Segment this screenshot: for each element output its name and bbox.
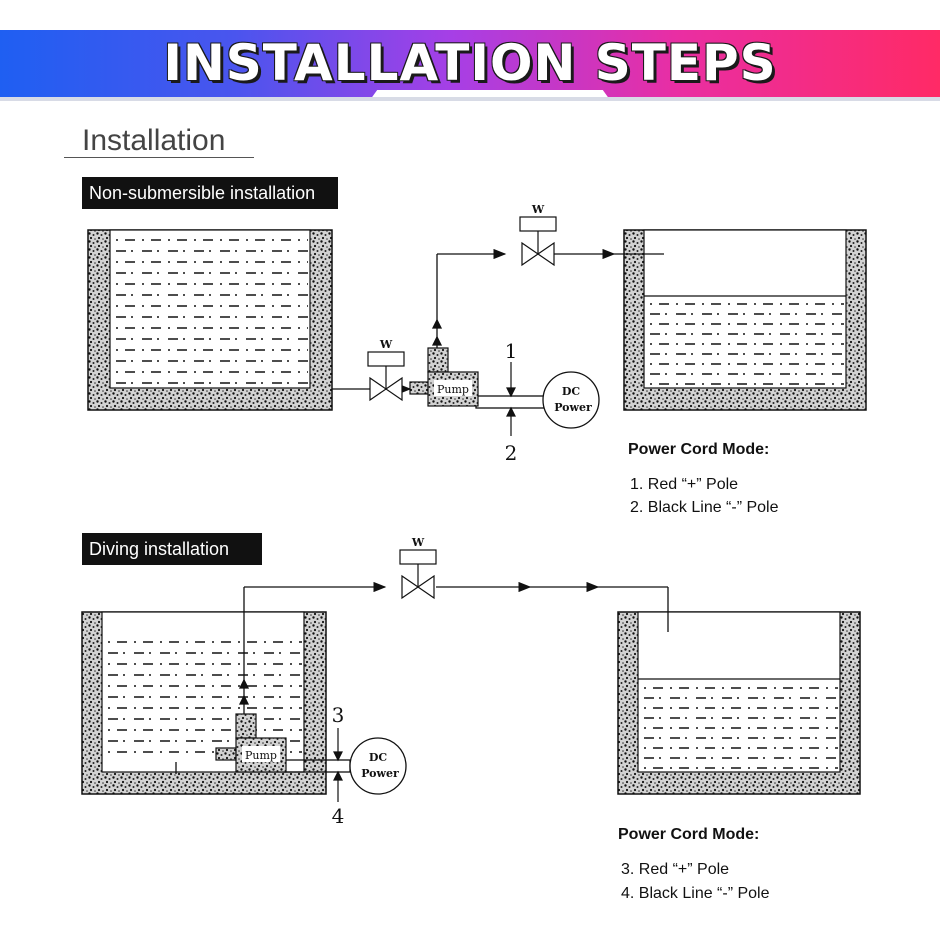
banner-title: INSTALLATION STEPS — [163, 34, 777, 92]
non-submersible-tag: Non-submersible installation — [82, 177, 338, 209]
target-tank-2 — [618, 612, 860, 794]
inlet-valve-1 — [368, 352, 404, 400]
cord-item-4: 4. Black Line “-” Pole — [621, 885, 770, 902]
outlet-valve-2 — [400, 550, 436, 598]
pump-label-1: Pump — [437, 383, 469, 396]
valve-label-1: W — [379, 338, 393, 351]
callout-4: 4 — [331, 804, 345, 828]
pump-1 — [410, 348, 478, 406]
dc-power-1 — [543, 372, 599, 428]
diving-tag: Diving installation — [82, 533, 262, 565]
cord-title-2: Power Cord Mode: — [618, 826, 760, 843]
cord-item-1: 1. Red “+” Pole — [630, 476, 739, 493]
target-tank-1 — [624, 230, 866, 410]
callout-2: 2 — [504, 441, 518, 465]
callout-3: 3 — [331, 703, 345, 727]
dc-label-1: DC — [561, 385, 581, 398]
source-tank-2 — [82, 612, 326, 794]
callout-markers-2 — [334, 728, 342, 802]
cord-item-3: 3. Red “+” Pole — [621, 861, 730, 878]
power-label-1: Power — [554, 401, 592, 414]
pipe-network-1 — [332, 254, 664, 408]
pump-label-2: Pump — [245, 749, 277, 762]
valve-label-2: W — [531, 203, 545, 216]
callout-markers-1 — [507, 362, 515, 436]
source-tank-1 — [88, 230, 332, 410]
dc-label-2: DC — [368, 751, 388, 764]
section-heading: Installation — [82, 124, 226, 157]
cord-title-1: Power Cord Mode: — [628, 441, 770, 458]
power-label-2: Power — [361, 767, 399, 780]
callout-1: 1 — [504, 339, 518, 363]
dc-power-2 — [350, 738, 406, 794]
outlet-valve-1 — [520, 217, 556, 265]
cord-item-2: 2. Black Line “-” Pole — [630, 499, 779, 516]
valve-label-3: W — [411, 536, 425, 549]
